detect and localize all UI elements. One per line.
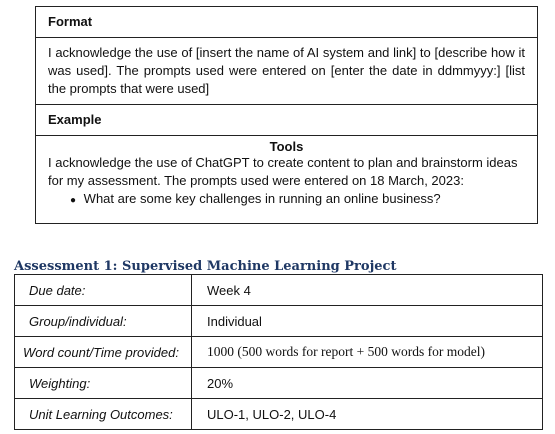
example-text: I acknowledge the use of ChatGPT to create content to plan and brainstorm ideas for my assessment. The prompts used were entered on 18 March, 2023: bbox=[48, 155, 518, 188]
example-body-row bbox=[36, 139, 537, 210]
table-row bbox=[15, 337, 543, 368]
assessment-details-table bbox=[14, 274, 543, 430]
group-label: Group/individual: bbox=[15, 306, 192, 337]
ulo-label: Unit Learning Outcomes: bbox=[15, 399, 192, 430]
table-row bbox=[15, 399, 543, 430]
weighting-value: 20% bbox=[192, 368, 543, 399]
tools-title: Tools bbox=[269, 139, 304, 154]
table-row bbox=[15, 275, 543, 306]
format-heading-row bbox=[36, 7, 537, 38]
example-bullet-text: What are some key challenges in running an online business? bbox=[83, 191, 441, 206]
table-row bbox=[15, 306, 543, 337]
ai-acknowledgement-box bbox=[35, 6, 538, 224]
bullet-icon: ● bbox=[70, 195, 77, 206]
due-date-value: Week 4 bbox=[192, 275, 543, 306]
ulo-value: ULO-1, ULO-2, ULO-4 bbox=[192, 399, 543, 430]
group-value: Individual bbox=[192, 306, 543, 337]
due-date-label: Due date: bbox=[15, 275, 192, 306]
table-row bbox=[15, 368, 543, 399]
example-heading: Example bbox=[48, 112, 102, 127]
example-bullet-item bbox=[36, 190, 537, 210]
format-body-row bbox=[36, 38, 537, 105]
weighting-label: Weighting: bbox=[15, 368, 192, 399]
example-heading-row bbox=[36, 105, 537, 136]
word-count-value: 1000 (500 words for report + 500 words for model) bbox=[192, 337, 543, 368]
format-text: I acknowledge the use of [insert the name of AI system and link] to [describe how it was used]. The prompts used were entered on [enter the date in ddmmyyy:] [list the prompts that were used] bbox=[48, 45, 525, 96]
assessment-title: Assessment 1: Supervised Machine Learning Project bbox=[14, 259, 397, 274]
word-count-label: Word count/Time provided: bbox=[15, 337, 192, 368]
format-heading: Format bbox=[48, 14, 93, 29]
